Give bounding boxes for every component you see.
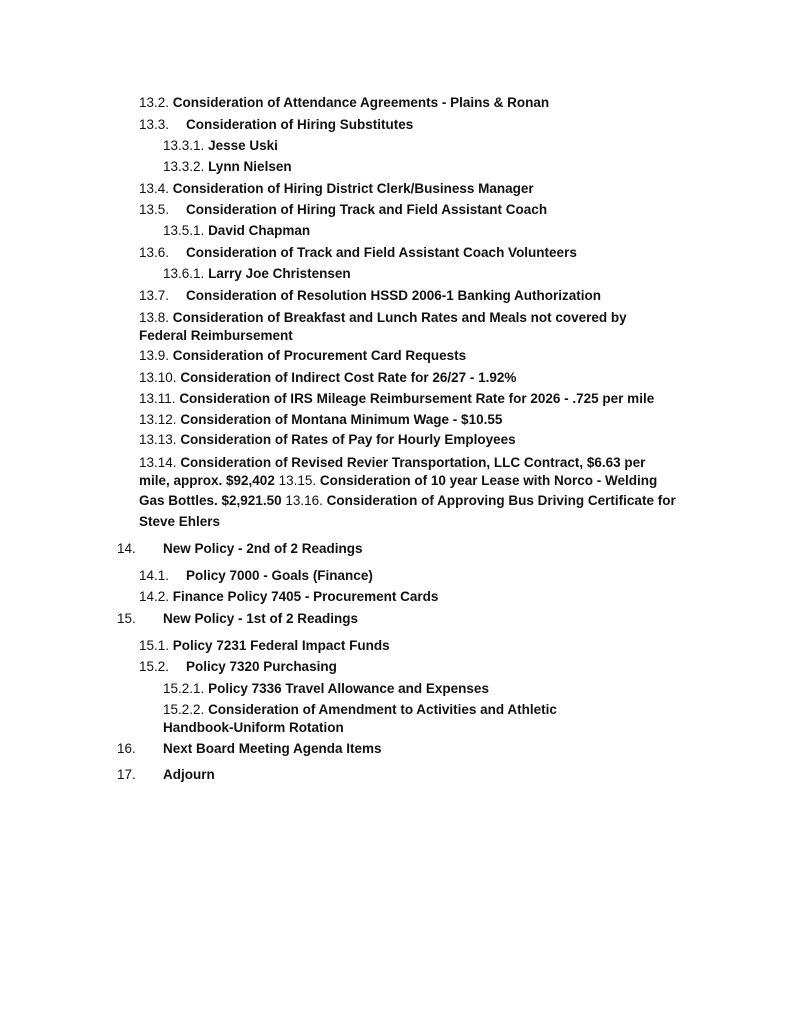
item-text-13-16: Consideration of Approving Bus Driving Certificate for <box>326 493 676 508</box>
item-text-13-15: Consideration of 10 year Lease with Norco - Welding <box>319 473 658 488</box>
item-text-line2: Federal Reimbursement <box>139 328 293 343</box>
agenda-item-13-6 <box>139 244 577 262</box>
item-text: Policy 7231 Federal Impact Funds <box>172 638 390 653</box>
agenda-item-13-8 <box>139 309 627 327</box>
item-text: New Policy - 2nd of 2 Readings <box>163 541 363 556</box>
agenda-item-16 <box>117 740 382 758</box>
item-text: Adjourn <box>163 767 215 782</box>
item-text: David Chapman <box>208 223 311 238</box>
item-text-line1: Consideration of Revised Revier Transportation, LLC Contract, $6.63 per <box>180 455 646 470</box>
item-number: 13.5.1. <box>163 223 205 238</box>
agenda-item-15 <box>117 610 358 628</box>
item-number: 13.6.1. <box>163 266 205 281</box>
item-text: Consideration of Procurement Card Requests <box>172 348 467 363</box>
agenda-item-13-3 <box>139 116 413 134</box>
item-text-line2: Handbook-Uniform Rotation <box>163 720 344 735</box>
item-text-13-15-cont: Gas Bottles. $2,921.50 <box>139 493 282 508</box>
item-number: 13.10. <box>139 370 177 385</box>
item-number: 13.14. <box>139 455 177 470</box>
item-number: 13.13. <box>139 432 177 447</box>
item-text: Policy 7336 Travel Allowance and Expenses <box>208 681 489 696</box>
agenda-item-14-1 <box>139 567 373 585</box>
item-number-13-16: 13.16. <box>285 493 323 508</box>
item-number: 15.2.1. <box>163 681 205 696</box>
item-number: 13.3.1. <box>163 138 205 153</box>
item-text: Policy 7000 - Goals (Finance) <box>186 568 373 583</box>
agenda-item-14 <box>117 540 363 558</box>
item-number: 15.2.2. <box>163 702 205 717</box>
item-number-13-15: 13.15. <box>278 473 317 488</box>
item-text: Next Board Meeting Agenda Items <box>163 741 382 756</box>
item-text: Consideration of Indirect Cost Rate for 26/27 - 1.92% <box>180 370 517 385</box>
agenda-item-13-13 <box>139 431 516 449</box>
item-number: 13.4. <box>139 181 170 196</box>
item-number: 13.2. <box>139 95 170 110</box>
item-text: Finance Policy 7405 - Procurement Cards <box>172 589 439 604</box>
agenda-item-15-1 <box>139 637 390 655</box>
agenda-item-13-15-line2 <box>139 492 689 510</box>
item-text: Policy 7320 Purchasing <box>186 659 337 674</box>
item-number: 15. <box>117 611 136 626</box>
agenda-item-13-5-1 <box>163 222 310 240</box>
agenda-item-13-2 <box>139 94 549 112</box>
item-number: 16. <box>117 741 136 756</box>
item-text-13-16-cont: Steve Ehlers <box>139 514 221 529</box>
agenda-item-13-9 <box>139 347 466 365</box>
item-text: Consideration of Montana Minimum Wage - $10.55 <box>180 412 503 427</box>
agenda-item-13-10 <box>139 369 516 387</box>
item-number: 13.9. <box>139 348 170 363</box>
agenda-item-13-4 <box>139 180 534 198</box>
item-text-line1: Consideration of Amendment to Activities and Athletic <box>208 702 557 717</box>
item-text: Consideration of Hiring District Clerk/Business Manager <box>172 181 534 196</box>
agenda-item-13-8-cont <box>139 327 293 345</box>
item-number: 13.12. <box>139 412 177 427</box>
agenda-item-13-5 <box>139 201 547 219</box>
item-number: 13.3.2. <box>163 159 205 174</box>
item-text: Consideration of Hiring Substitutes <box>186 117 414 132</box>
item-text: Consideration of Rates of Pay for Hourly Employees <box>180 432 516 447</box>
item-text: Consideration of Attendance Agreements - Plains & Ronan <box>172 95 550 110</box>
item-number: 17. <box>117 767 136 782</box>
item-number: 15.1. <box>139 638 170 653</box>
item-number: 13.6. <box>139 245 170 260</box>
item-number: 14.2. <box>139 589 170 604</box>
agenda-item-13-6-1 <box>163 265 351 283</box>
item-text: Consideration of Resolution HSSD 2006-1 Banking Authorization <box>186 288 602 303</box>
item-number: 13.3. <box>139 117 170 132</box>
agenda-item-13-14 <box>139 454 645 472</box>
item-text: Larry Joe Christensen <box>208 266 351 281</box>
item-number: 13.11. <box>139 391 176 406</box>
agenda-item-13-3-1 <box>163 137 278 155</box>
item-number: 14.1. <box>139 568 170 583</box>
item-number: 13.5. <box>139 202 170 217</box>
item-text: Consideration of IRS Mileage Reimbursement Rate for 2026 - .725 per mile <box>179 391 655 406</box>
item-number: 14. <box>117 541 136 556</box>
agenda-item-17 <box>117 766 215 784</box>
agenda-item-14-2 <box>139 588 438 606</box>
agenda-item-13-16-line2 <box>139 513 220 531</box>
agenda-item-13-11 <box>139 390 654 408</box>
item-text: Consideration of Track and Field Assistant Coach Volunteers <box>186 245 577 260</box>
agenda-item-15-2 <box>139 658 337 676</box>
agenda-item-13-14-line2 <box>139 472 689 490</box>
agenda-item-15-2-2-cont <box>163 719 344 737</box>
item-text: Consideration of Hiring Track and Field Assistant Coach <box>186 202 548 217</box>
agenda-item-15-2-1 <box>163 680 489 698</box>
item-text-line1: Consideration of Breakfast and Lunch Rates and Meals not covered by <box>172 310 627 325</box>
item-number: 13.8. <box>139 310 170 325</box>
item-number: 15.2. <box>139 659 170 674</box>
item-text: Lynn Nielsen <box>208 159 292 174</box>
item-text: Jesse Uski <box>208 138 278 153</box>
item-text-line2: mile, approx. $92,402 <box>139 473 275 488</box>
item-text: New Policy - 1st of 2 Readings <box>163 611 359 626</box>
agenda-item-13-3-2 <box>163 158 292 176</box>
agenda-item-15-2-2 <box>163 701 557 719</box>
agenda-item-13-7 <box>139 287 601 305</box>
agenda-item-13-12 <box>139 411 502 429</box>
item-number: 13.7. <box>139 288 170 303</box>
